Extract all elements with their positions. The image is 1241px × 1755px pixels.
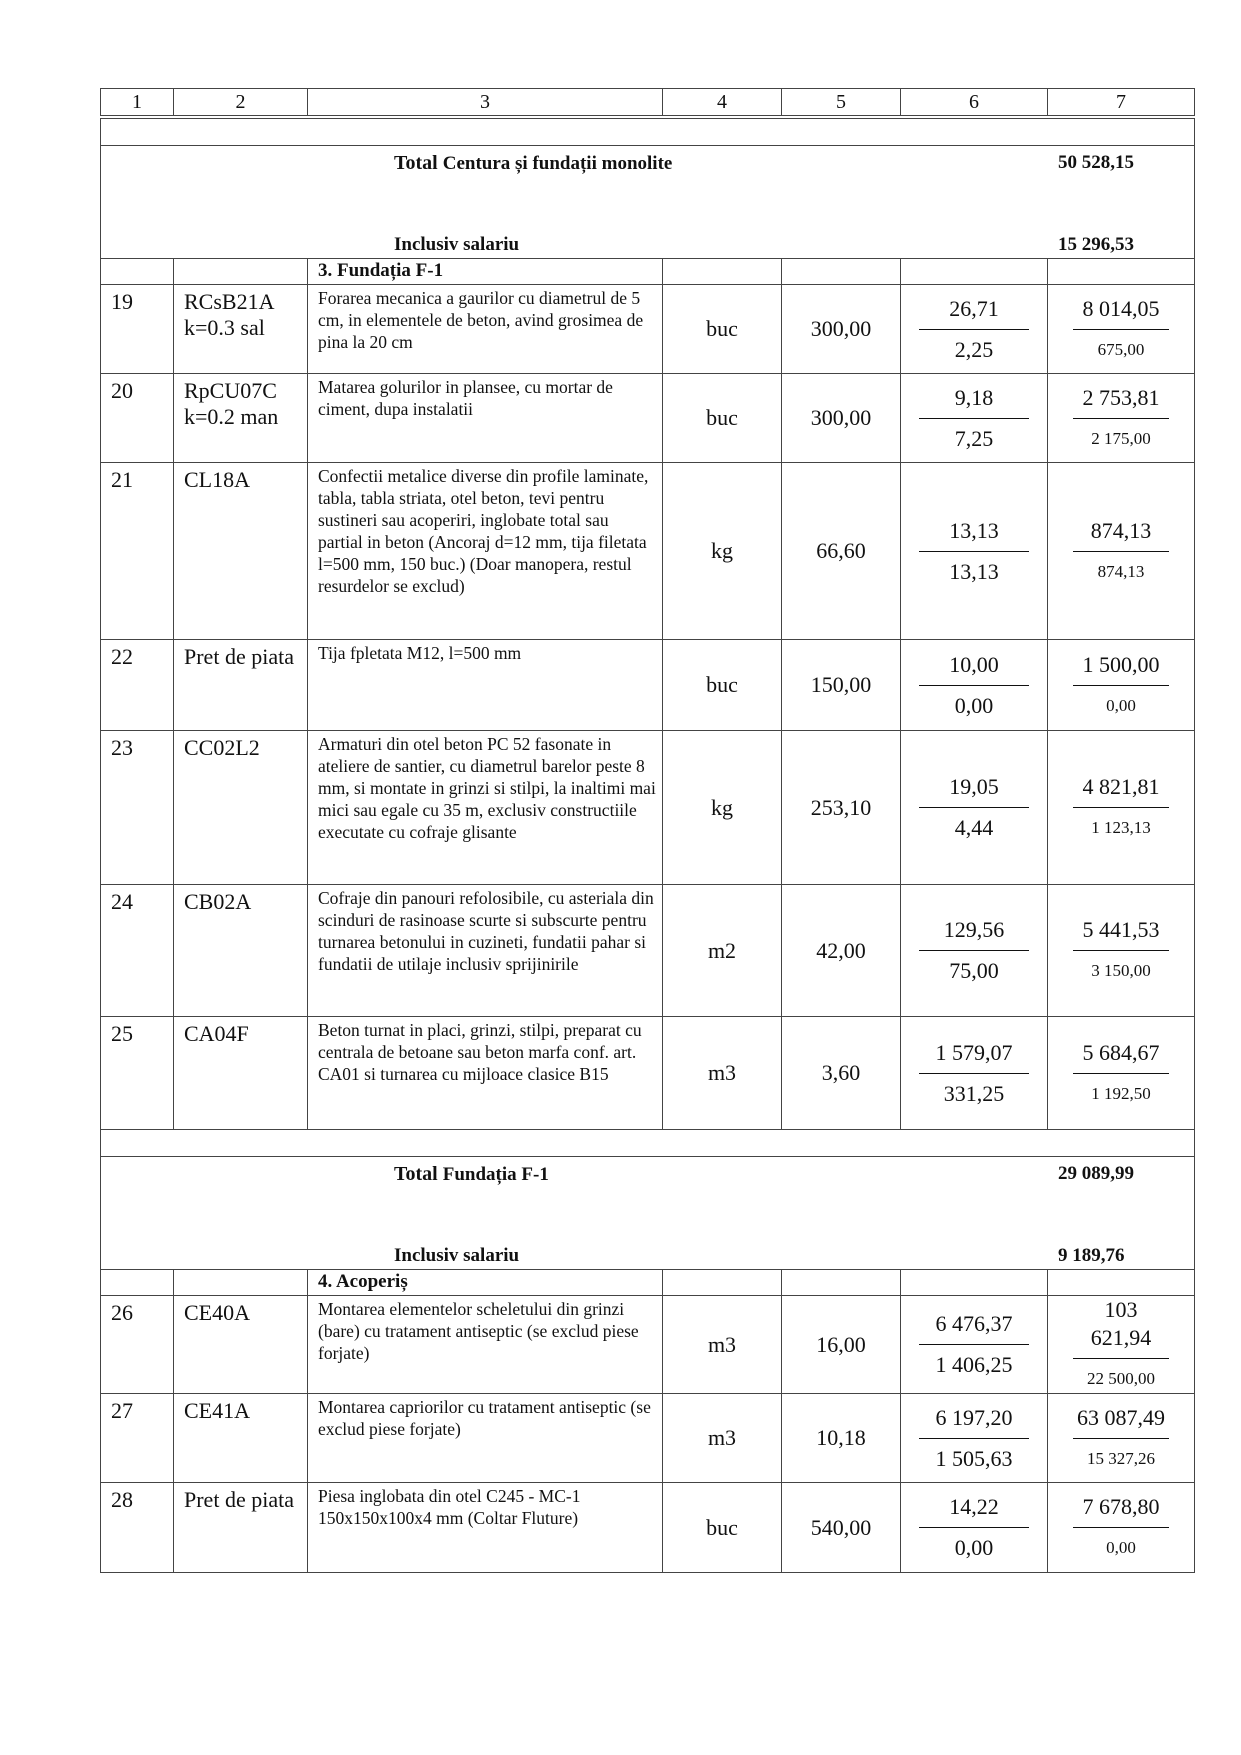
unit: buc [663,374,782,463]
work-description: Armaturi din otel beton PC 52 fasonate in ateliere de santier, cu diametrul barelor peste 8 mm, si montate in grinzi si stilpi, la inaltimi mai mici sau egale cu 35 m, exclusiv constructiile executate cu cofraje glisante [308,731,663,885]
quantity: 16,00 [782,1296,901,1394]
section-header-fundatia [101,259,1195,285]
row-number: 25 [101,1017,174,1130]
work-description: Beton turnat in placi, grinzi, stilpi, preparat cu centrala de betoane sau beton marfa conf. art. CA01 si turnarea cu mijloace clasice B15 [308,1017,663,1130]
work-description: Tija fpletata M12, l=500 mm [308,640,663,731]
line-total [1048,374,1195,463]
line-total-value: 5 441,53 [1073,916,1169,951]
header-col-2: 2 [174,89,308,118]
line-total-value: 1 500,00 [1073,651,1169,686]
line-total-value: 2 753,81 [1073,384,1169,419]
total-value: 50 528,15 [1058,152,1134,173]
line-total-salary: 22 500,00 [1087,1369,1155,1388]
unit-price [901,374,1048,463]
table-row [101,374,1195,463]
section-title: 3. Fundația F-1 [308,259,663,285]
line-total-salary: 2 175,00 [1091,428,1151,448]
spacer-row [101,1130,1195,1157]
header-col-3: 3 [308,89,663,118]
line-total [1048,885,1195,1017]
section-title: 4. Acoperiș [308,1270,663,1296]
inclusiv-salariu-label: Inclusiv salariu [394,234,520,255]
line-total [1048,463,1195,640]
line-total-salary: 0,00 [1106,1538,1136,1557]
line-total-value: 7 678,80 [1073,1493,1169,1528]
quantity: 66,60 [782,463,901,640]
row-number: 22 [101,640,174,731]
header-col-4: 4 [663,89,782,118]
line-total-value: 63 087,49 [1073,1404,1169,1439]
table-row [101,285,1195,374]
unit-price-total: 14,22 [919,1493,1029,1528]
unit: buc [663,1483,782,1573]
total-value: 29 089,99 [1058,1163,1134,1184]
unit-price-salary: 13,13 [949,558,999,584]
unit-price-salary: 7,25 [954,425,994,451]
unit-price-salary: 4,44 [954,815,994,840]
unit: buc [663,285,782,374]
row-number: 19 [101,285,174,374]
unit: m3 [663,1394,782,1483]
unit-price [901,731,1048,885]
header-col-1: 1 [101,89,174,118]
total-fundatia-row [101,1157,1195,1270]
quantity: 3,60 [782,1017,901,1130]
unit-price-salary: 2,25 [954,336,994,362]
work-description: Cofraje din panouri refolosibile, cu asteriala din scinduri de rasinoase scurte si subscurte pentru turnarea betonului in cuzineti, fundatii pahar si fundatii de utilaje inclusiv sprijinirile [308,885,663,1017]
estimate-page [100,88,1194,1573]
norm-code: RpCU07C k=0.2 man [174,374,308,463]
line-total [1048,285,1195,374]
unit: m2 [663,885,782,1017]
line-total-salary: 3 150,00 [1091,961,1151,980]
unit-price [901,285,1048,374]
inclusiv-salariu-value: 15 296,53 [1058,234,1134,255]
row-number: 20 [101,374,174,463]
quantity: 300,00 [782,374,901,463]
norm-code: Pret de piata [174,640,308,731]
row-number: 28 [101,1483,174,1573]
unit-price-total: 6 476,37 [919,1310,1029,1345]
line-total-salary: 0,00 [1106,695,1136,715]
norm-code: RCsB21A k=0.3 sal [174,285,308,374]
quantity: 150,00 [782,640,901,731]
unit-price-total: 1 579,07 [919,1039,1029,1074]
norm-code: CL18A [174,463,308,640]
line-total [1048,1394,1195,1483]
table-row [101,1483,1195,1573]
work-description: Piesa inglobata din otel C245 - MC-1 150x150x100x4 mm (Coltar Fluture) [308,1483,663,1573]
line-total-salary: 1 192,50 [1091,1083,1151,1103]
line-total-value: 4 821,81 [1073,773,1169,808]
unit-price-salary: 0,00 [954,1535,994,1560]
table-row [101,885,1195,1017]
row-number: 24 [101,885,174,1017]
total-label: Total Fundația F-1 [394,1163,549,1185]
line-total [1048,640,1195,731]
line-total-value: 5 684,67 [1073,1039,1169,1074]
inclusiv-salariu-label: Inclusiv salariu [394,1245,520,1266]
work-description: Montarea elementelor scheletului din grinzi (bare) cu tratament antiseptic (se exclud piese forjate) [308,1296,663,1394]
header-col-6: 6 [901,89,1048,118]
line-total [1048,1296,1195,1394]
line-total-salary: 1 123,13 [1091,818,1151,837]
quantity: 300,00 [782,285,901,374]
norm-code: CC02L2 [174,731,308,885]
line-total-salary: 15 327,26 [1087,1448,1155,1468]
unit-price-total: 6 197,20 [919,1404,1029,1439]
unit-price-total: 129,56 [919,916,1029,951]
norm-code: CB02A [174,885,308,1017]
unit-price [901,463,1048,640]
row-number: 27 [101,1394,174,1483]
quantity: 253,10 [782,731,901,885]
unit-price-total: 19,05 [919,773,1029,808]
line-total-value: 8 014,05 [1073,295,1169,330]
work-description: Forarea mecanica a gaurilor cu diametrul de 5 cm, in elementele de beton, avind grosimea de pina la 20 cm [308,285,663,374]
unit: kg [663,731,782,885]
norm-code: CE41A [174,1394,308,1483]
table-row [101,463,1195,640]
inclusiv-salariu-value: 9 189,76 [1058,1245,1125,1266]
header-col-5: 5 [782,89,901,118]
total-centura-row [101,146,1195,259]
unit: buc [663,640,782,731]
unit: m3 [663,1017,782,1130]
table-row [101,1017,1195,1130]
line-total [1048,731,1195,885]
work-description: Matarea golurilor in plansee, cu mortar de ciment, dupa instalatii [308,374,663,463]
unit-price-salary: 75,00 [949,958,999,983]
line-total-value: 874,13 [1073,517,1169,552]
quantity: 42,00 [782,885,901,1017]
line-total-salary: 675,00 [1097,339,1145,359]
unit-price [901,640,1048,731]
section-header-acoperis [101,1270,1195,1296]
line-total [1048,1017,1195,1130]
unit-price-total: 9,18 [919,384,1029,419]
unit-price-salary: 1 406,25 [935,1352,1013,1377]
work-description: Confectii metalice diverse din profile laminate, tabla, tabla striata, otel beton, tevi pentru sustineri sau acoperiri, inglobate total sau partial in beton (Ancoraj d=12 mm, tija filetata l=500 mm, 150 buc.) (Doar manopera, restul resurdelor se exclud) [308,463,663,640]
line-total-salary: 874,13 [1097,561,1145,581]
quantity: 10,18 [782,1394,901,1483]
estimate-table [100,88,1195,1573]
total-label: Total Centura și fundații monolite [394,152,673,174]
quantity: 540,00 [782,1483,901,1573]
line-total-value: 103 621,94 [1073,1296,1169,1359]
header-col-7: 7 [1048,89,1195,118]
norm-code: CA04F [174,1017,308,1130]
unit-price-total: 10,00 [919,651,1029,686]
table-row [101,640,1195,731]
row-number: 26 [101,1296,174,1394]
unit-price-salary: 331,25 [943,1080,1005,1106]
table-row [101,731,1195,885]
unit-price [901,1394,1048,1483]
line-total [1048,1483,1195,1573]
unit-price [901,1296,1048,1394]
unit-price [901,885,1048,1017]
unit-price-salary: 1 505,63 [935,1445,1013,1471]
row-number: 21 [101,463,174,640]
unit-price [901,1017,1048,1130]
unit: kg [663,463,782,640]
unit-price-total: 13,13 [919,517,1029,552]
row-number: 23 [101,731,174,885]
unit-price-total: 26,71 [919,295,1029,330]
column-number-header [101,89,1195,118]
table-row [101,1296,1195,1394]
unit: m3 [663,1296,782,1394]
norm-code: CE40A [174,1296,308,1394]
spacer-row [101,117,1195,146]
unit-price-salary: 0,00 [954,692,994,718]
work-description: Montarea capriorilor cu tratament antiseptic (se exclud piese forjate) [308,1394,663,1483]
norm-code: Pret de piata [174,1483,308,1573]
unit-price [901,1483,1048,1573]
table-row [101,1394,1195,1483]
